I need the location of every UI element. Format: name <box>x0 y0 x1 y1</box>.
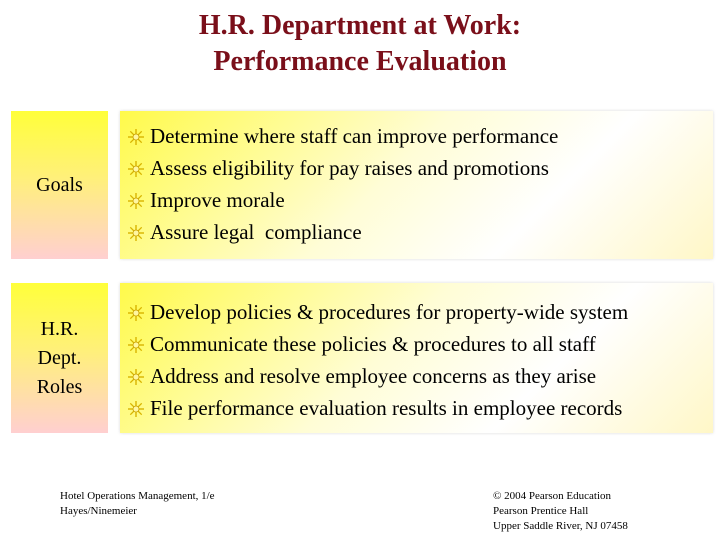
sparkle-bullet-icon <box>128 401 144 417</box>
footer-left <box>60 489 215 519</box>
sparkle-bullet-icon <box>128 369 144 385</box>
hr-roles-content-box <box>120 283 713 433</box>
list-item: Assess eligibility for pay raises and promotions <box>120 152 713 184</box>
footer-address: Upper Saddle River, NJ 07458 <box>493 520 628 532</box>
goals-label-box <box>11 111 108 259</box>
sparkle-bullet-icon <box>128 337 144 353</box>
goals-label: Goals <box>36 173 83 196</box>
goals-bullet-list <box>120 111 713 248</box>
footer-right <box>493 489 628 534</box>
hr-roles-label-box <box>11 283 108 433</box>
footer-copyright: © 2004 Pearson Education <box>493 490 612 502</box>
goals-content-box <box>120 111 713 259</box>
footer-book-title: Hotel Operations Management, 1/e <box>60 490 215 502</box>
list-item: Assure legal compliance <box>120 216 713 248</box>
title-line-2: Performance Evaluation <box>213 46 507 77</box>
sparkle-bullet-icon <box>128 305 144 321</box>
hr-roles-label: H.R. Dept. Roles <box>36 317 83 398</box>
slide-title <box>0 8 720 80</box>
sparkle-bullet-icon <box>128 129 144 145</box>
sparkle-bullet-icon <box>128 225 144 241</box>
sparkle-bullet-icon <box>128 161 144 177</box>
list-item: Communicate these policies & procedures to all staff <box>120 328 713 360</box>
list-item: File performance evaluation results in employee records <box>120 392 713 424</box>
list-item: Develop policies & procedures for property-wide system <box>120 296 713 328</box>
list-item: Address and resolve employee concerns as they arise <box>120 360 713 392</box>
list-item: Determine where staff can improve performance <box>120 120 713 152</box>
footer-authors: Hayes/Ninemeier <box>60 505 137 517</box>
title-line-1: H.R. Department at Work: <box>198 10 522 41</box>
footer-publisher: Pearson Prentice Hall <box>493 505 589 517</box>
sparkle-bullet-icon <box>128 193 144 209</box>
list-item: Improve morale <box>120 184 713 216</box>
hr-roles-bullet-list <box>120 283 713 424</box>
